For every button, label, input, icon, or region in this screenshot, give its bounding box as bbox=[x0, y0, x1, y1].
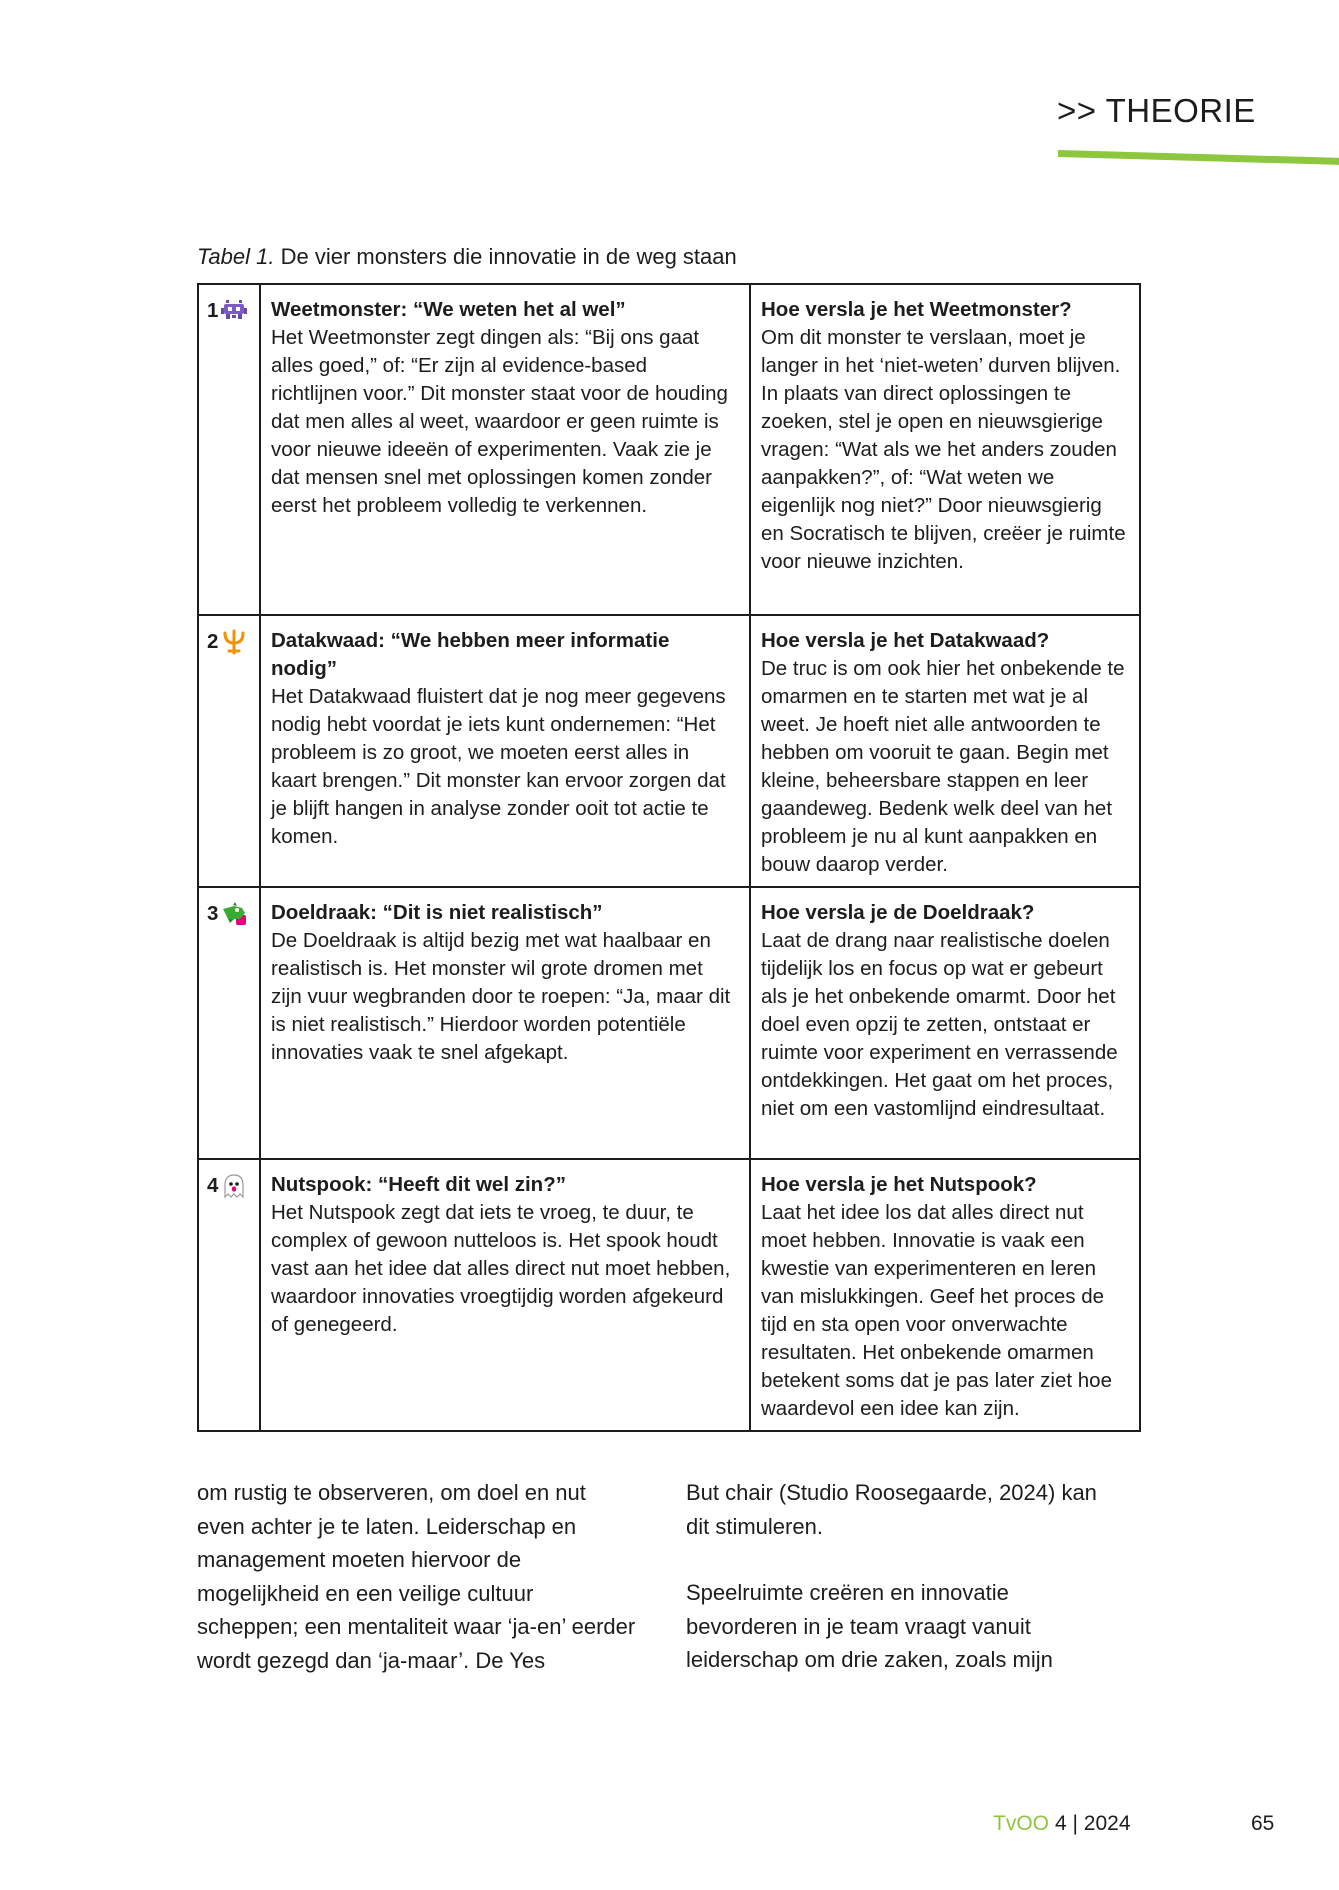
counter-cell bbox=[750, 284, 1140, 615]
counter-cell bbox=[750, 887, 1140, 1159]
section-label: >> THEORIE bbox=[1057, 92, 1256, 129]
row-number-cell bbox=[198, 1159, 260, 1431]
body-paragraph: Speelruimte creëren en innovatie bevorderen in je team vraagt vanuit leiderschap om drie zaken, zoals mijn bbox=[686, 1580, 1053, 1672]
row-number-cell bbox=[198, 284, 260, 615]
ghost-icon bbox=[220, 1173, 248, 1199]
page-number: 65 bbox=[1251, 1812, 1275, 1835]
row-number-cell bbox=[198, 615, 260, 887]
body-paragraph: But chair (Studio Roosegaarde, 2024) kan dit stimuleren. bbox=[686, 1480, 1097, 1539]
counter-title: Hoe versla je het Datakwaad? bbox=[761, 629, 1050, 652]
orange-trident-icon bbox=[220, 629, 248, 655]
counter-text: Om dit monster te verslaan, moet je langer in het ‘niet-weten’ durven blijven. In plaats van direct oplossingen te zoeken, stel je open en nieuwsgierige vragen: “Wat als we het anders zouden aanpakken?”, of: “Wat weten we eigenlijk nog niet?” Door nieuwsgierig en Socratisch te blijven, creëer je ruimte voor nieuwe inzichten. bbox=[761, 326, 1126, 573]
table-row bbox=[198, 1159, 1140, 1431]
row-number: 4 bbox=[207, 1174, 219, 1197]
monster-title: Nutspook: “Heeft dit wel zin?” bbox=[271, 1173, 566, 1196]
body-column-left bbox=[197, 1476, 637, 1677]
row-number: 3 bbox=[207, 902, 219, 925]
monsters-table bbox=[197, 283, 1141, 1432]
monster-description: Het Weetmonster zegt dingen als: “Bij ons gaat alles goed,” of: “Er zijn al evidence-based richtlijnen voor.” Dit monster staat voor de houding dat men alles al weet, waardoor er geen ruimte is voor nieuwe ideeën of experimenten. Vaak zie je dat mensen snel met oplossingen komen zonder eerst het probleem volledig te verkennen. bbox=[271, 326, 728, 517]
monster-description: Het Nutspook zegt dat iets te vroeg, te duur, te complex of gewoon nutteloos is. Het spook houdt vast aan het idee dat alles direct nut moet hebben, waardoor innovaties vroegtijdig worden afgekeurd of genegeerd. bbox=[271, 1201, 731, 1336]
body-paragraph: om rustig te observeren, om doel en nut even achter je te laten. Leiderschap en management moeten hiervoor de mogelijkheid en een veilige cultuur scheppen; een mentaliteit waar ‘ja-en’ eerder wordt gezegd dan ‘ja-maar’. De Yes bbox=[197, 1480, 636, 1673]
counter-cell bbox=[750, 615, 1140, 887]
monster-title: Weetmonster: “We weten het al wel” bbox=[271, 298, 626, 321]
table-caption bbox=[197, 244, 737, 270]
table-row bbox=[198, 887, 1140, 1159]
monster-title: Doeldraak: “Dit is niet realistisch” bbox=[271, 901, 603, 924]
monster-description: Het Datakwaad fluistert dat je nog meer gegevens nodig hebt voordat je iets kunt ondernemen: “Het probleem is zo groot, we moeten eerst alles in kaart brengen.” Dit monster kan ervoor zorgen dat je blijft hangen in analyse zonder ooit tot actie te komen. bbox=[271, 685, 726, 848]
monster-cell bbox=[260, 284, 750, 615]
accent-rule bbox=[1058, 150, 1339, 165]
counter-text: Laat de drang naar realistische doelen tijdelijk los en focus op wat er gebeurt als je het onbekende omarmt. Door het doel even opzij te zetten, ontstaat er ruimte voor experiment en verrassende ontdekkingen. Het gaat om het proces, niet om een vastomlijnd eindresultaat. bbox=[761, 929, 1118, 1120]
monster-cell bbox=[260, 615, 750, 887]
counter-cell bbox=[750, 1159, 1140, 1431]
caption-label: Tabel 1. bbox=[197, 244, 275, 269]
purple-space-invader-icon bbox=[220, 298, 248, 324]
green-dragon-icon bbox=[220, 901, 248, 927]
caption-text: De vier monsters die innovatie in de weg staan bbox=[274, 244, 737, 269]
monster-cell bbox=[260, 1159, 750, 1431]
counter-text: De truc is om ook hier het onbekende te omarmen en te starten met wat je al weet. Je hoeft niet alle antwoorden te hebben om vooruit te gaan. Begin met kleine, beheersbare stappen en leer gaandeweg. Bedenk welk deel van het probleem je nu al kunt aanpakken en bouw daarop verder. bbox=[761, 657, 1125, 876]
journal-brand: TvOO bbox=[993, 1812, 1049, 1835]
table-row bbox=[198, 615, 1140, 887]
monster-title: Datakwaad: “We hebben meer informatie nodig” bbox=[271, 629, 670, 680]
counter-title: Hoe versla je het Weetmonster? bbox=[761, 298, 1072, 321]
counter-title: Hoe versla je de Doeldraak? bbox=[761, 901, 1035, 924]
counter-text: Laat het idee los dat alles direct nut moet hebben. Innovatie is vaak een kwestie van experimenteren en leren van mislukkingen. Geef het proces de tijd en sta open voor onverwachte resultaten. Het onbekende omarmen betekent soms dat je pas later ziet hoe waardevol een idee kan zijn. bbox=[761, 1201, 1112, 1420]
row-number: 2 bbox=[207, 630, 219, 653]
row-number: 1 bbox=[207, 299, 219, 322]
monster-description: De Doeldraak is altijd bezig met wat haalbaar en realistisch is. Het monster wil grote dromen met zijn vuur wegbranden door te roepen: “Ja, maar dit is niet realistisch.” Hierdoor worden potentiële innovaties vaak te snel afgekapt. bbox=[271, 929, 731, 1064]
issue-label: 4 | 2024 bbox=[1055, 1812, 1131, 1835]
monster-cell bbox=[260, 887, 750, 1159]
row-number-cell bbox=[198, 887, 260, 1159]
counter-title: Hoe versla je het Nutspook? bbox=[761, 1173, 1037, 1196]
table-row bbox=[198, 284, 1140, 615]
body-column-right bbox=[686, 1476, 1126, 1710]
